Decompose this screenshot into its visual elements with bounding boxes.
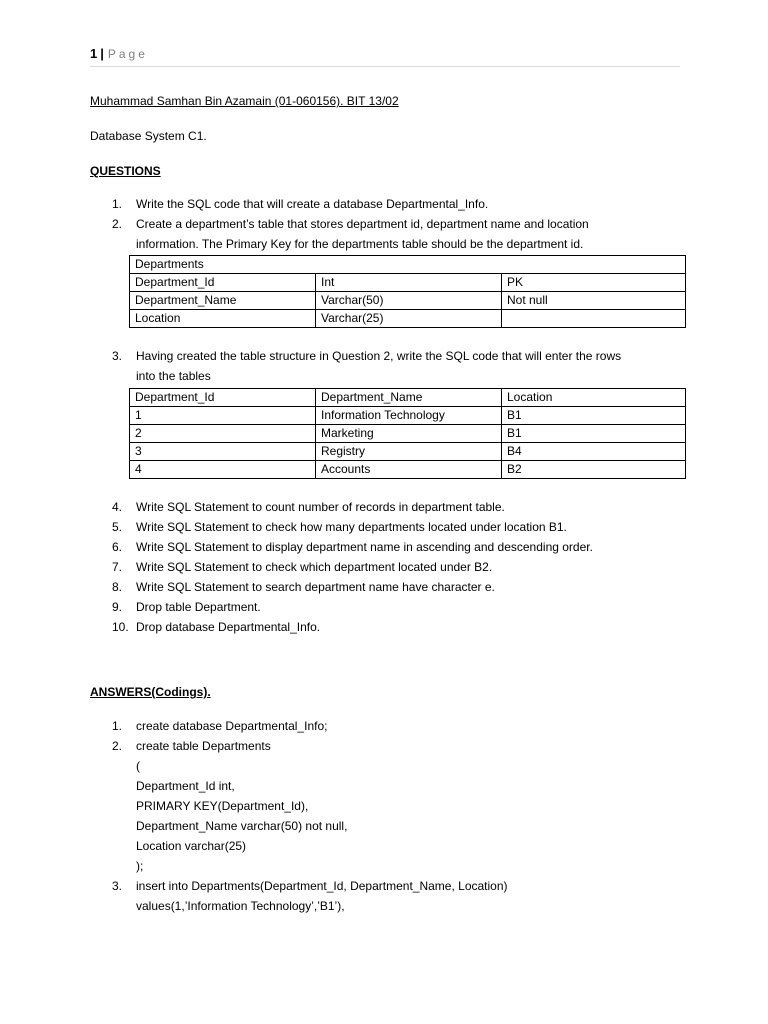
subject-line: Database System C1.	[90, 129, 207, 143]
page-label: Page	[107, 47, 148, 61]
question-item	[90, 617, 690, 637]
table-row	[130, 443, 686, 461]
question-number: 8.	[112, 580, 123, 594]
question-number: 7.	[112, 560, 123, 574]
question-item	[90, 346, 690, 386]
table-cell: Accounts	[316, 461, 502, 479]
answers-heading: ANSWERS(Codings).	[90, 685, 211, 699]
table-cell: Department_Name	[130, 292, 316, 310]
code-line: Department_Name varchar(50) not null,	[136, 819, 348, 833]
question-number: 1.	[112, 197, 123, 211]
table-cell: Registry	[316, 443, 502, 461]
question-text: Write the SQL code that will create a database Departmental_Info.	[136, 197, 489, 211]
table-row	[130, 292, 686, 310]
column-header: Location	[502, 389, 686, 407]
question-text: Write SQL Statement to check which department located under B2.	[136, 560, 493, 574]
question-text-line: into the tables	[136, 369, 211, 383]
question-item	[90, 557, 690, 577]
question-text-line: Having created the table structure in Question 2, write the SQL code that will enter the rows	[136, 349, 622, 363]
table-title: Departments	[130, 256, 686, 274]
table-cell	[502, 310, 686, 328]
answer-item	[90, 736, 690, 876]
question-text: Drop table Department.	[136, 600, 261, 614]
table-row	[130, 310, 686, 328]
answer-number: 2.	[112, 739, 123, 753]
page-number: 1	[90, 46, 98, 61]
answer-item	[90, 716, 690, 736]
question-number: 9.	[112, 600, 123, 614]
departments-structure-table	[129, 255, 686, 328]
table-cell: 1	[130, 407, 316, 425]
question-text-line: information. The Primary Key for the departments table should be the department id.	[136, 237, 584, 251]
departments-data-table	[129, 388, 686, 479]
question-text: Write SQL Statement to display department name in ascending and descending order.	[136, 540, 593, 554]
table-row	[130, 425, 686, 443]
question-number: 6.	[112, 540, 123, 554]
answer-number: 3.	[112, 879, 123, 893]
question-text: Write SQL Statement to check how many departments located under location B1.	[136, 520, 567, 534]
answers-list	[90, 716, 690, 916]
question-item	[90, 497, 690, 517]
table-cell: Department_Id	[130, 274, 316, 292]
table-cell: Varchar(50)	[316, 292, 502, 310]
table-cell: 4	[130, 461, 316, 479]
question-number: 4.	[112, 500, 123, 514]
question-item	[90, 577, 690, 597]
table-row	[130, 274, 686, 292]
question-item	[90, 194, 690, 214]
column-header: Department_Id	[130, 389, 316, 407]
table-cell: Marketing	[316, 425, 502, 443]
question-number: 5.	[112, 520, 123, 534]
table-header-row	[130, 389, 686, 407]
page-separator: |	[100, 46, 104, 61]
questions-list-b	[90, 346, 690, 386]
question-number: 10.	[112, 620, 129, 634]
code-line: create table Departments	[136, 739, 271, 753]
table-cell: 3	[130, 443, 316, 461]
column-header: Department_Name	[316, 389, 502, 407]
code-line: Location varchar(25)	[136, 839, 247, 853]
table-cell: Not null	[502, 292, 686, 310]
code-line: PRIMARY KEY(Department_Id),	[136, 799, 309, 813]
question-number: 3.	[112, 349, 123, 363]
question-item	[90, 537, 690, 557]
questions-list-a	[90, 194, 690, 254]
answer-item	[90, 876, 690, 916]
table-cell: B4	[502, 443, 686, 461]
table-cell: Location	[130, 310, 316, 328]
question-text: Write SQL Statement to search department name have character e.	[136, 580, 495, 594]
question-item	[90, 517, 690, 537]
code-line: );	[136, 859, 144, 873]
author-line: Muhammad Samhan Bin Azamain (01-060156). BIT 13/02	[90, 94, 399, 108]
table-row	[130, 407, 686, 425]
code-line: (	[136, 759, 140, 773]
code-line: values(1,’Information Technology’,’B1’),	[136, 899, 345, 913]
table-cell: 2	[130, 425, 316, 443]
table-cell: Information Technology	[316, 407, 502, 425]
code-line: insert into Departments(Department_Id, Department_Name, Location)	[136, 879, 508, 893]
table-cell: Int	[316, 274, 502, 292]
question-number: 2.	[112, 217, 123, 231]
question-text-line: Create a department’s table that stores department id, department name and location	[136, 217, 589, 231]
answer-number: 1.	[112, 719, 123, 733]
question-text: Drop database Departmental_Info.	[136, 620, 321, 634]
page-header	[90, 46, 680, 67]
table-cell: Varchar(25)	[316, 310, 502, 328]
table-cell: B2	[502, 461, 686, 479]
question-item	[90, 597, 690, 617]
code-line: Department_Id int,	[136, 779, 235, 793]
table-cell: PK	[502, 274, 686, 292]
table-title-row	[130, 256, 686, 274]
code-line: create database Departmental_Info;	[136, 719, 328, 733]
table-row	[130, 461, 686, 479]
questions-list-c	[90, 497, 690, 637]
questions-heading: QUESTIONS	[90, 164, 161, 178]
table-cell: B1	[502, 425, 686, 443]
question-item	[90, 214, 690, 254]
question-text: Write SQL Statement to count number of records in department table.	[136, 500, 505, 514]
table-cell: B1	[502, 407, 686, 425]
